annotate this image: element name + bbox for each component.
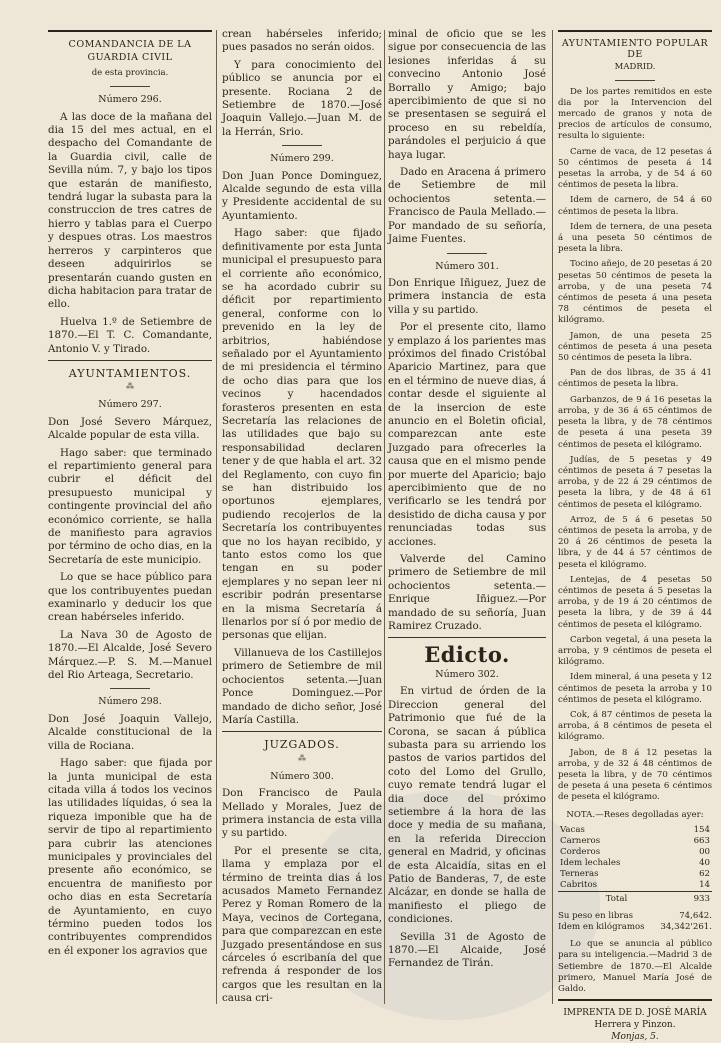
notice-number: Número 298. bbox=[98, 696, 162, 708]
notice-number: Número 300. bbox=[270, 770, 334, 782]
comandancia-subtitle: de esta provincia. bbox=[91, 67, 169, 78]
section-rule bbox=[222, 731, 382, 732]
notice-body: A las doce de la mañana del dia 15 del mes actual, en el despacho del Comandante de la Guardia civil, calle de Sevilla núm. 7, y bajo los tipos que estarán de manifiesto, tendrá lugar la subasta para la construccion de tres catres de hierro y tablas para el Cuerpo y despues otras. Los maestros herreros y carpinteros que deseen adquirirlos se presentarán cuando gusten en dicha habitacion para tratar de ello. bbox=[48, 110, 212, 311]
notice-signature: Sevilla 31 de Agosto de 1870.—El Alcaide, José Fernandez de Tirán. bbox=[388, 930, 546, 970]
price-item: Jabon, de 8 á 12 pesetas la arroba, y de 32 á 48 céntimos de peseta la libra, y de 70 céntimos de peseta á una peseta 6 céntimos de peseta el kilógramo. bbox=[558, 747, 712, 803]
notice-signature: Y para conocimiento del público se anuncia por el presente. Rociana 2 de Setiembre de 1870.—José Joaquin Vallejo.—Juan M. de la Herrán, Srio. bbox=[222, 58, 382, 138]
notice-continuation: minal de oficio que se les sigue por consecuencia de las lesiones inferidas á su convecino Antonio José Borrallo y Amigo; bajo apercibimiento de que si no se presentasen se seguirá el proceso en su rebeldía, parándoles el perjuicio á que haya lugar. bbox=[388, 28, 546, 161]
notice-number: Número 296. bbox=[98, 94, 162, 106]
notice-body: Hago saber: que fijado definitivamente por esta Junta municipal el presupuesto para el corriente año económico, se ha acordado cubrir su déficit por repartimiento general, conforme con lo prevenido en la ley de arbitrios, habiéndose señalado por el Ayuntamiento de mi presidencia el término de ocho dias para que los vecinos y hacendados forasteros presenten en esta Secretaría las relaciones de las utilidades que bajo su responsabilidad declaren tener y de que habla el art. 32 del Reglamento, con cuyo fin se han distribuido los oportunos ejemplares, pudiendo recojerlos de la Secretaría los contribuyentes que no los hayan recibido, y tanto estos como los que tengan en su poder ejemplares y no sepan leer ni escribir podrán presentarse en la misma Secretaría á llenarlos por sí ó por medio de personas que elijan. bbox=[222, 227, 382, 642]
reses-value: 62 bbox=[699, 868, 710, 879]
imprenta-line1: IMPRENTA DE D. JOSÉ MARÍA Herrera y Pinzon. bbox=[563, 1008, 707, 1031]
notice-lead: Don Juan Ponce Dominguez, Alcalde segundo de esta villa y Presidente accidental de su Ayuntamiento. bbox=[222, 169, 382, 222]
weight-value: 34,342'261. bbox=[660, 922, 712, 932]
column-1 bbox=[48, 28, 212, 1014]
column-divider bbox=[384, 30, 385, 1004]
reses-label: Carneros bbox=[560, 835, 601, 846]
reses-value: 00 bbox=[699, 846, 710, 857]
weight-label: Su peso en libras bbox=[558, 910, 634, 921]
column-2 bbox=[222, 28, 382, 1014]
table-row bbox=[558, 880, 712, 892]
reses-label: Vacas bbox=[560, 824, 585, 835]
notice-number: Número 297. bbox=[98, 399, 162, 411]
ornament: ⁂ bbox=[298, 753, 306, 763]
prices-intro: De los partes remitidos en este dia por la Intervencion del mercado de granos y nota de precios de artículos de consumo, resulta lo siguiente: bbox=[558, 86, 712, 142]
price-item: Garbanzos, de 9 á 16 pesetas la arroba, y de 36 á 65 céntimos de peseta la libra, y de 78 céntimos de peseta á una peseta 39 céntimos de peseta el kilógramo. bbox=[558, 394, 712, 450]
notice-body: En virtud de órden de la Direccion general del Patrimonio que fué de la Corona, se sacan á pública subasta para su arriendo los pastos de varios partidos del coto del Lomo del Grullo, cuyo remate tendrá lugar el dia doce del próximo setiembre á la hora de las doce y media de su mañana, en la referida Direccion general en Madrid, y oficinas de esta Alcaidía, sitas en el Patio de Banderas, 7, de este Alcázar, en donde se halla de manifiesto el pliego de condiciones. bbox=[388, 685, 546, 926]
weight-label: Idem en kilógramos bbox=[558, 922, 645, 932]
weight-value: 74,642. bbox=[679, 910, 712, 921]
madrid-subtitle: MADRID. bbox=[614, 62, 656, 73]
notice-signature: Huelva 1.º de Setiembre de 1870.—El T. C. Comandante, Antonio V. y Tirado. bbox=[48, 315, 212, 355]
notice-body: Hago saber: que terminado el repartimiento general para cubrir el déficit del presupuesto municipal y contingente provincial del año económico corriente, se halla de manifiesto para agravios por término de ocho dias, en la Secretaría de este municipio. bbox=[48, 446, 212, 566]
price-item: Judías, de 5 pesetas y 49 céntimos de peseta á 7 pesetas la arroba, y de 22 á 29 céntimos de peseta la libra, y de 48 á 61 céntimos de peseta el kilógramo. bbox=[558, 454, 712, 510]
madrid-title: AYUNTAMIENTO POPULAR DE bbox=[561, 38, 709, 61]
table-row bbox=[558, 858, 712, 869]
table-total-row bbox=[558, 891, 712, 905]
column-divider bbox=[216, 30, 217, 1004]
notice-signature: La Nava 30 de Agosto de 1870.—El Alcalde, José Severo Márquez.—P. S. M.—Manuel del Rio Arteaga, Secretario. bbox=[48, 628, 212, 682]
notice-body: Por el presente cito, llamo y emplazo á los parientes mas próximos del finado Cristóbal Aparicio Martinez, para que en el término de nueve dias, á contar desde el siguiente al de la insercion de este anuncio en el Boletin oficial, comparezcan ante este Juzgado para ofrecerles la causa que en el mismo pende por muerte del Aparicio; bajo apercibimiento que de no verificarlo se les tendrá por desistido de dicha causa y por renunciadas todas sus acciones. bbox=[388, 321, 546, 548]
price-item: Pan de dos libras, de 35 á 41 céntimos de peseta la libra. bbox=[558, 368, 712, 390]
notice-lead: Don Enrique Iñiguez, Juez de primera instancia de esta villa y su partido. bbox=[388, 276, 546, 316]
price-item: Idem mineral, á una peseta y 12 céntimos de peseta la arroba y 10 céntimos de peseta el kilógramo. bbox=[558, 672, 712, 705]
reses-value: 663 bbox=[693, 835, 710, 846]
reses-value: 14 bbox=[699, 879, 710, 890]
weight-summary bbox=[558, 911, 712, 933]
closing-notice: Lo que se anuncia al público para su inteligencia.—Madrid 3 de Setiembre de 1870.—El Alcalde primero, Manuel María José de Galdo. bbox=[558, 939, 712, 995]
total-value: 933 bbox=[675, 891, 712, 905]
notice-number: Número 301. bbox=[435, 260, 499, 272]
divider bbox=[615, 80, 655, 81]
divider bbox=[110, 688, 150, 689]
notice-body: Hago saber: que fijada por la junta municipal de esta citada villa á todos los vecinos las utilidades líquidas, ó sea la riqueza imponible que ha de servir de tipo al repartimiento para cubrir las atenciones municipales y provinciales del presente año económico, se encuentra de manifiesto por ocho dias en esta Secretaría de Ayuntamiento, en cuyo término pueden todos los contribuyentes comprendidos en él exponer los agravios que bbox=[48, 757, 212, 957]
notice-number: Número 299. bbox=[270, 153, 334, 165]
nota-title: NOTA.—Reses degolladas ayer: bbox=[566, 809, 704, 820]
price-item: Tocino añejo, de 20 pesetas á 20 pesetas 50 céntimos de peseta la arroba, y de una peseta 74 céntimos de peseta á una peseta 78 céntimos de peseta el kilógramo. bbox=[558, 259, 712, 326]
section-rule bbox=[48, 360, 212, 361]
reses-label: Terneras bbox=[560, 868, 599, 879]
ornament: ⁂ bbox=[126, 382, 134, 392]
notice-body: Lo que se hace público para que los contribuyentes puedan examinarlo y deducir los que crean habérseles inferido. bbox=[48, 571, 212, 624]
weight-row bbox=[558, 922, 712, 933]
price-list bbox=[558, 147, 712, 804]
comandancia-title: COMANDANCIA DE LA GUARDIA CIVIL bbox=[68, 39, 192, 64]
column-divider bbox=[552, 30, 553, 1004]
price-item: Carbon vegetal, á una peseta la arroba, y 9 céntimos de peseta el kilógramo. bbox=[558, 634, 712, 668]
reses-table bbox=[558, 825, 712, 905]
table-row bbox=[558, 836, 712, 847]
divider bbox=[447, 253, 487, 254]
section-title-edicto: Edicto. bbox=[424, 642, 510, 668]
price-item: Idem de ternera, de una peseta á una peseta 50 céntimos de peseta la libra. bbox=[558, 221, 712, 255]
table-row bbox=[558, 825, 712, 836]
notice-body: Por el presente se cita, llama y emplaza por el término de treinta dias á los acusados Mameto Fernandez Perez y Roman Romero de la Maya, vecinos de Cortegana, para que comparezcan en este Juzgado presentándose en sus cárceles ó escribanía del que refrenda á responder de los cargos que les resultan en la causa cri- bbox=[222, 844, 382, 1005]
section-title-ayuntamientos: AYUNTAMIENTOS. bbox=[68, 366, 192, 380]
table-row bbox=[558, 869, 712, 880]
section-rule bbox=[388, 637, 546, 638]
notice-signature: Dado en Aracena á primero de Setiembre de mil ochocientos setenta.—Francisco de Paula Mellado.—Por mandado de su señoría, Jaime Fuentes. bbox=[388, 166, 546, 246]
notice-signature: Villanueva de los Castillejos primero de Setiembre de mil ochocientos setenta.—Juan Ponce Dominguez.—Por mandado de dicho señor, José María Castilla. bbox=[222, 646, 382, 726]
price-item: Arroz, de 5 á 6 pesetas 50 céntimos de peseta la arroba, y de 20 á 26 céntimos de peseta la libra, y de 44 á 57 céntimos de peseta el kilógramo. bbox=[558, 514, 712, 570]
notice-lead: Don José Severo Márquez, Alcalde popular de esta villa. bbox=[48, 415, 212, 442]
column-4 bbox=[558, 28, 712, 1043]
reses-label: Cabritos bbox=[560, 879, 598, 890]
reses-label: Idem lechales bbox=[560, 857, 621, 868]
divider bbox=[110, 86, 150, 87]
bottom-rule bbox=[558, 999, 712, 1001]
section-title-juzgados: JUZGADOS. bbox=[264, 738, 340, 752]
total-label: Total bbox=[558, 891, 675, 905]
reses-value: 154 bbox=[693, 824, 710, 835]
price-item: Jamon, de una peseta 25 céntimos de peseta á una peseta 50 céntimos de peseta la libra. bbox=[558, 330, 712, 364]
price-item: Cok, á 87 céntimos de peseta la arroba, á 8 céntimos de peseta el kilógramo. bbox=[558, 709, 712, 743]
weight-row bbox=[558, 911, 712, 922]
divider bbox=[282, 145, 322, 146]
reses-value: 40 bbox=[699, 857, 710, 868]
notice-number: Número 302. bbox=[435, 668, 499, 680]
price-item: Lentejas, de 4 pesetas 50 céntimos de peseta á 5 pesetas la arroba, y de 19 á 20 céntimos de peseta la libra, y de 39 á 44 céntimos de peseta el kilógramo. bbox=[558, 574, 712, 630]
notice-continuation: crean habérseles inferido; pues pasados no serán oidos. bbox=[222, 28, 382, 54]
notice-signature: Valverde del Camino primero de Setiembre de mil ochocientos setenta.—Enrique Iñiguez.—Por mandado de su señoría, Juan Ramirez Cruzado. bbox=[388, 553, 546, 633]
reses-label: Corderos bbox=[560, 846, 601, 857]
column-3 bbox=[388, 28, 546, 1014]
notice-lead: Don Francisco de Paula Mellado y Morales, Juez de primera instancia de esta villa y su partido. bbox=[222, 787, 382, 840]
notice-lead: Don José Joaquin Vallejo, Alcalde constitucional de la villa de Rociana. bbox=[48, 712, 212, 752]
price-item: Carne de vaca, de 12 pesetas á 50 céntimos de peseta á 14 pesetas la arroba, y de 54 á 60 céntimos de peseta la libra. bbox=[558, 146, 712, 191]
price-item: Idem de carnero, de 54 á 60 céntimos de peseta la libra. bbox=[558, 195, 712, 217]
top-rule bbox=[558, 30, 712, 32]
imprenta-line2: Monjas, 5. bbox=[611, 1032, 659, 1043]
top-rule bbox=[48, 30, 212, 32]
table-row bbox=[558, 847, 712, 858]
